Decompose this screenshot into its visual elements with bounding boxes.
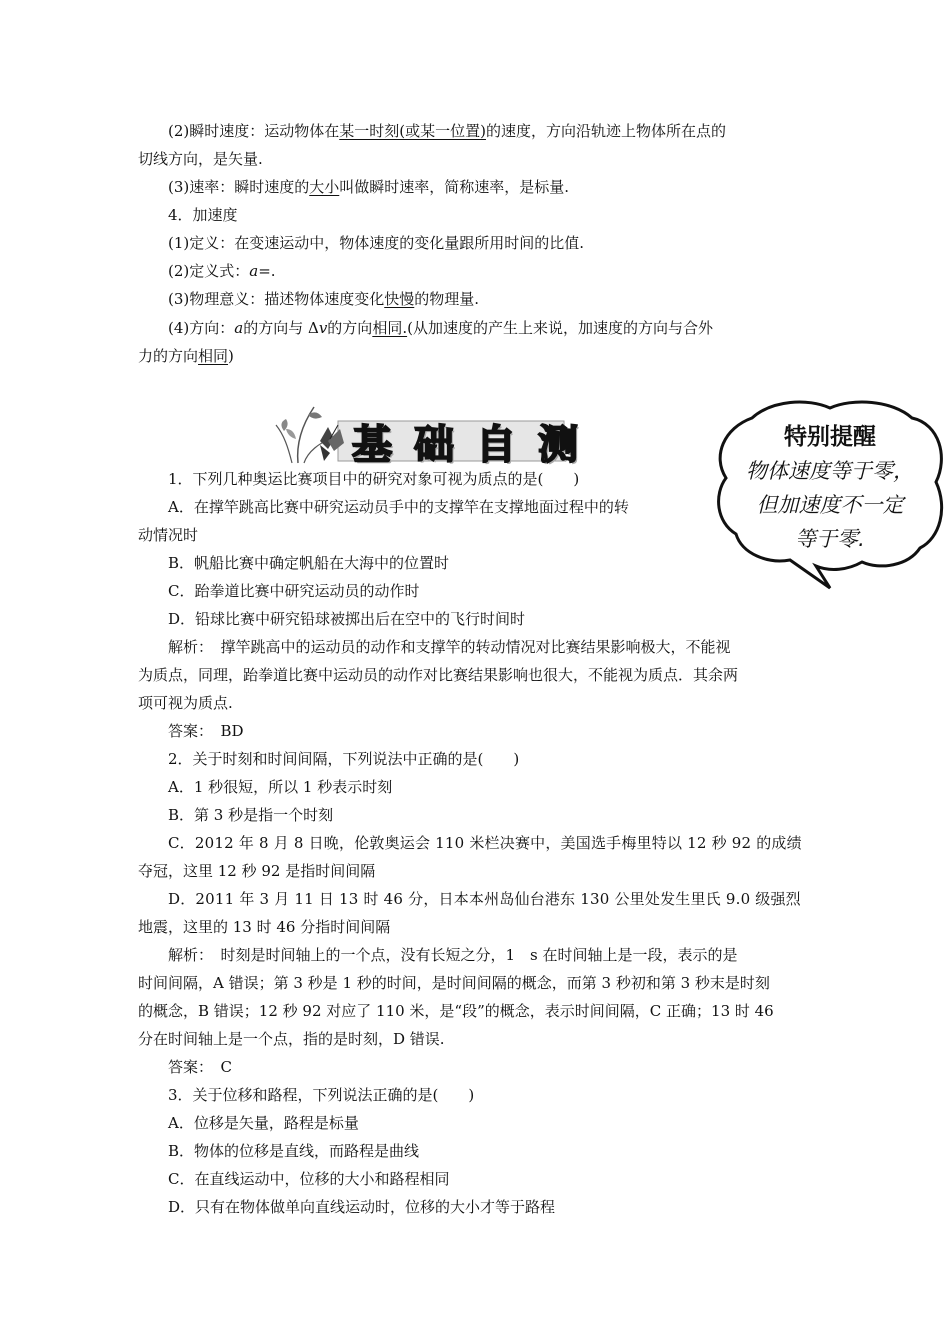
- variable-a: a: [234, 319, 244, 337]
- text-segment: ): [228, 347, 234, 365]
- option-b: B．第 3 秒是指一个时刻: [168, 806, 334, 824]
- question-stem: 2．关于时刻和时间间隔，下列说法中正确的是( ): [168, 750, 520, 768]
- option-a: A．在撑竿跳高比赛中研究运动员手中的支撑竿在支撑地面过程中的转: [168, 498, 629, 516]
- text-segment: 力的方向: [138, 347, 199, 365]
- answer-line: 答案： C: [168, 1058, 232, 1076]
- option-c: C．跆拳道比赛中研究运动员的动作时: [168, 582, 420, 600]
- underlined-answer: 某一时刻(或某一位置): [339, 122, 486, 140]
- text-segment: (2)瞬时速度：运动物体在: [168, 122, 340, 140]
- text-segment: (2)定义式：: [168, 262, 250, 280]
- text-line: [168, 289, 814, 309]
- callout-line: 但加速度不一定: [756, 493, 904, 517]
- explanation-line: 为质点，同理，跆拳道比赛中运动员的动作对比赛结果影响也很大，不能视为质点．其余两: [138, 666, 739, 684]
- explanation-line: 的概念，B 错误；12 秒 92 对应了 110 米，是“段”的概念，表示时间间隔，C 正确；13 时 46: [138, 1002, 774, 1020]
- question-stem: 1．下列几种奥运比赛项目中的研究对象可视为质点的是( ): [168, 470, 580, 488]
- option-c-cont: 夺冠，这里 12 秒 92 是指时间间隔: [138, 862, 376, 880]
- text-line: [138, 346, 814, 366]
- option-c: C．在直线运动中，位移的大小和路程相同: [168, 1170, 450, 1188]
- option-d-cont: 地震，这里的 13 时 46 分指时间间隔: [138, 918, 391, 936]
- text-line: 切线方向，是矢量.: [138, 150, 263, 168]
- explanation-line: 时间间隔，A 错误；第 3 秒是 1 秒的时间，是时间间隔的概念，而第 3 秒初和第 3 秒末是时刻: [138, 974, 770, 992]
- text-segment: 的速度，方向沿轨迹上物体所在点的: [485, 122, 726, 140]
- section-heading: 4．加速度: [168, 206, 238, 224]
- option-d: D．2011 年 3 月 11 日 13 时 46 分，日本本州岛仙台港东 130 公里处发生里氏 9.0 级强烈: [168, 890, 801, 908]
- callout-text: [724, 454, 936, 556]
- underlined-answer: 快慢: [384, 290, 415, 308]
- explanation-line: 解析： 时刻是时间轴上的一个点，没有长短之分，1 s 在时间轴上是一段，表示的是: [168, 946, 738, 964]
- text-line: [168, 177, 814, 197]
- text-segment: (3)物理意义：描述物体速度变化: [168, 290, 385, 308]
- callout-title: 特别提醒: [784, 424, 876, 450]
- text-segment: (4)方向：: [168, 319, 235, 337]
- text-segment: =.: [258, 262, 276, 280]
- text-segment: 的方向与 Δ: [243, 319, 319, 337]
- section-banner: [268, 395, 600, 468]
- option-d: D．铅球比赛中研究铅球被掷出后在空中的飞行时间时: [168, 610, 526, 628]
- variable-a: a: [249, 262, 259, 280]
- explanation-line: 项可视为质点.: [138, 694, 233, 712]
- underlined-answer: 相同: [198, 347, 229, 365]
- text-segment: 叫做瞬时速率，简称速率，是标量.: [339, 178, 570, 196]
- option-c: C．2012 年 8 月 8 日晚，伦敦奥运会 110 米栏决赛中，美国选手梅里特以 12 秒 92 的成绩: [168, 834, 802, 852]
- option-b: B．帆船比赛中确定帆船在大海中的位置时: [168, 554, 450, 572]
- text-segment: (从加速度的产生上来说，加速度的方向与合外: [407, 319, 713, 337]
- text-line: [168, 261, 814, 281]
- explanation-line: 分在时间轴上是一个点，指的是时刻，D 错误.: [138, 1030, 445, 1048]
- option-a: A．位移是矢量，路程是标量: [168, 1114, 359, 1132]
- text-line: [168, 318, 814, 338]
- explanation-line: 解析： 撑竿跳高中的运动员的动作和支撑竿的转动情况对比赛结果影响极大，不能视: [168, 638, 731, 656]
- text-line: (1)定义：在变速运动中，物体速度的变化量跟所用时间的比值.: [168, 234, 585, 252]
- text-line: [168, 121, 814, 141]
- option-b: B．物体的位移是直线，而路程是曲线: [168, 1142, 420, 1160]
- option-a-cont: 动情况时: [138, 526, 199, 544]
- text-segment: 的方向: [327, 319, 373, 337]
- text-segment: 的物理量.: [414, 290, 480, 308]
- callout-line: 物体速度等于零，: [746, 459, 914, 483]
- underlined-answer: 大小: [309, 178, 340, 196]
- answer-line: 答案： BD: [168, 722, 244, 740]
- callout-line: 等于零.: [795, 527, 865, 551]
- underlined-answer: 相同.: [372, 319, 408, 337]
- text-segment: (3)速率：瞬时速度的: [168, 178, 310, 196]
- option-d: D．只有在物体做单向直线运动时，位移的大小才等于路程: [168, 1198, 556, 1216]
- banner-title: 基础自测: [352, 422, 600, 468]
- option-a: A．1 秒很短，所以 1 秒表示时刻: [168, 778, 393, 796]
- question-stem: 3．关于位移和路程，下列说法正确的是( ): [168, 1086, 475, 1104]
- variable-v: v: [318, 319, 328, 337]
